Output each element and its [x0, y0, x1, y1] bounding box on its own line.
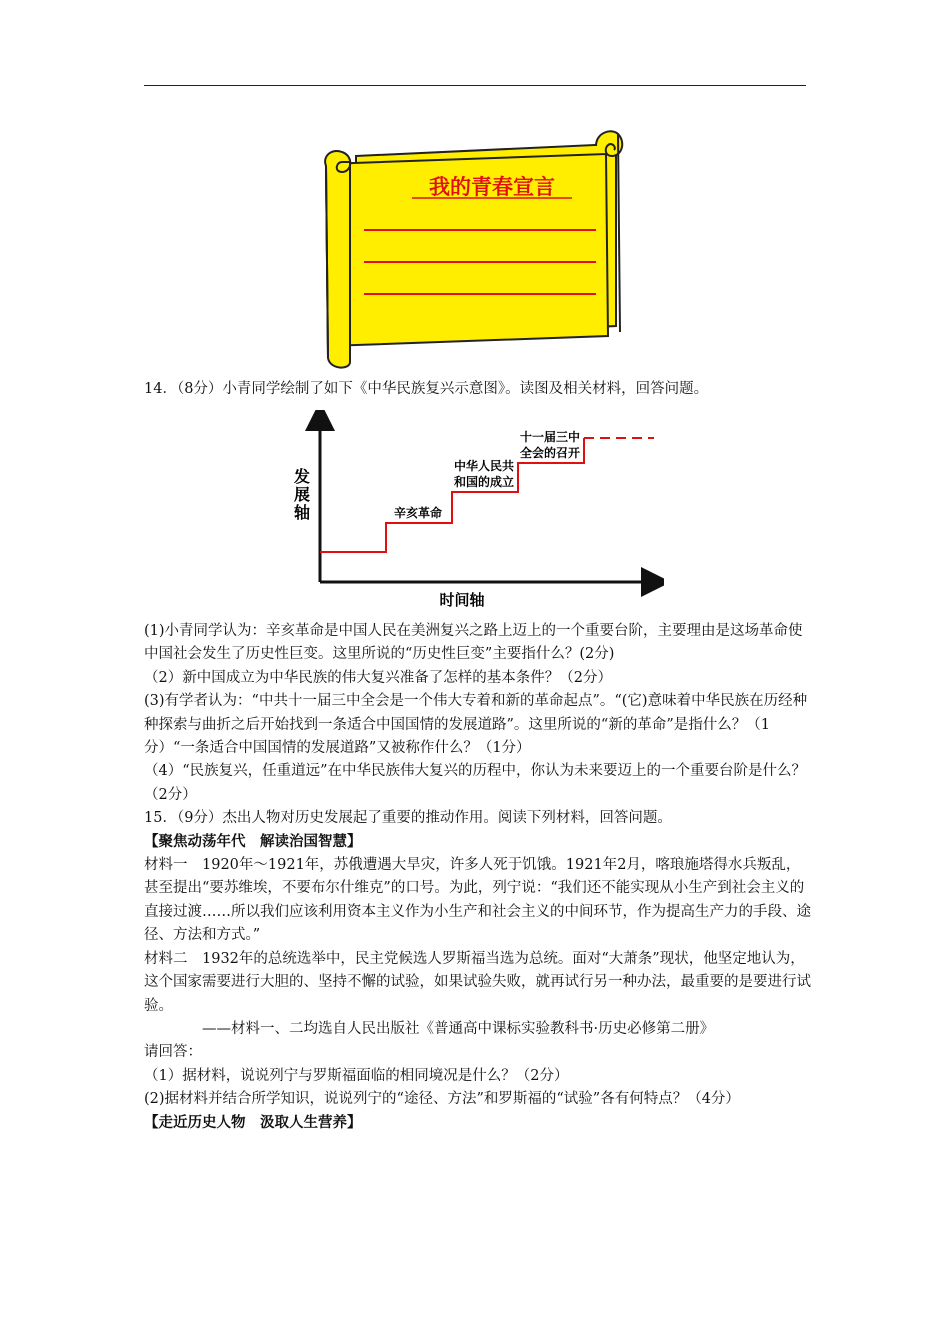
- question-text: [144, 620, 812, 1135]
- revival-diagram: [284, 410, 664, 610]
- x-axis-label: 时间轴: [439, 591, 485, 609]
- q15-section2: 【走近历史人物 汲取人生营养】: [144, 1114, 362, 1131]
- q14-sub2: （2）新中国成立为中华民族的伟大复兴准备了怎样的基本条件？（2分）: [144, 669, 612, 686]
- q14-stem: 14．（8分）小青同学绘制了如下《中华民族复兴示意图》。读图及相关材料，回答问题。: [144, 381, 709, 397]
- q15-prompt: 请回答：: [144, 1044, 202, 1061]
- scroll-left-roll: [325, 151, 350, 368]
- q15-stem: 15．（9分）杰出人物对历史发展起了重要的推动作用。阅读下列材料，回答问题。: [144, 810, 672, 827]
- q14-sub3: (3)有学者认为：“中共十一届三中全会是一个伟大专着和新的革命起点”。“(它)意味着中华民族在历经种种探索与曲折之后开始找到一条适合中国国情的发展道路”。这里所说的“新的革命”是指什么？（1分）“一条适合中国国情的发展道路”又被称作什么？（1分）: [144, 693, 808, 757]
- q15-source: ——材料一、二均选自人民出版社《普通高中课标实验教科书·历史必修第二册》: [202, 1020, 715, 1037]
- step-label-plenum-1: 十一届三中: [519, 430, 581, 444]
- y-axis-label-1: 发: [293, 467, 311, 486]
- y-axis-label-2: 展: [293, 485, 311, 504]
- step-label-prc-2: 和国的成立: [453, 475, 515, 489]
- y-axis-label-3: 轴: [293, 503, 311, 522]
- step-label-prc-1: 中华人民共: [453, 459, 515, 473]
- youth-declaration-scroll: [316, 126, 634, 370]
- q14-sub1: (1)小青同学认为：辛亥革命是中国人民在美洲复兴之路上迈上的一个重要台阶，主要理由是这场革命使中国社会发生了历史性巨变。这里所说的“历史性巨变”主要指什么？(2分): [144, 623, 803, 663]
- q15-material1: 材料一 1920年～1921年，苏俄遭遇大旱灾，许多人死于饥饿。1921年2月，喀琅施塔得水兵叛乱，甚至提出“要苏维埃，不要布尔什维克”的口号。为此，列宁说：“我们还不能实现从小生产到社会主义的直接过渡……所以我们应该利用资本主义作为小生产和社会主义的中间环节，作为提高生产力的手段、途径、方法和方式。”: [144, 857, 811, 944]
- q14-sub4: （4）“民族复兴，任重道远”在中华民族伟大复兴的历程中，你认为未来要迈上的一个重要台阶是什么？（2分）: [144, 763, 807, 803]
- header-rule: [144, 85, 806, 86]
- step-label-xinhai: 辛亥革命: [393, 506, 443, 520]
- q15-sub1: （1）据材料，说说列宁与罗斯福面临的相同境况是什么？（2分）: [144, 1067, 569, 1084]
- q15-material2: 材料二 1932年的总统选举中，民主党候选人罗斯福当选为总统。面对“大萧条”现状，他坚定地认为，这个国家需要进行大胆的、坚持不懈的试验，如果试验失败，就再试行另一种办法，最重要的是要进行试验。: [144, 950, 811, 1014]
- step-label-plenum-2: 全会的召开: [519, 446, 581, 460]
- poster-title: 我的青春宣言: [429, 175, 555, 199]
- q15-section1: 【聚焦动荡年代 解读治国智慧】: [144, 833, 362, 850]
- q15-sub2: (2)据材料并结合所学知识，说说列宁的“途径、方法”和罗斯福的“试验”各有何特点？（4分）: [144, 1091, 740, 1108]
